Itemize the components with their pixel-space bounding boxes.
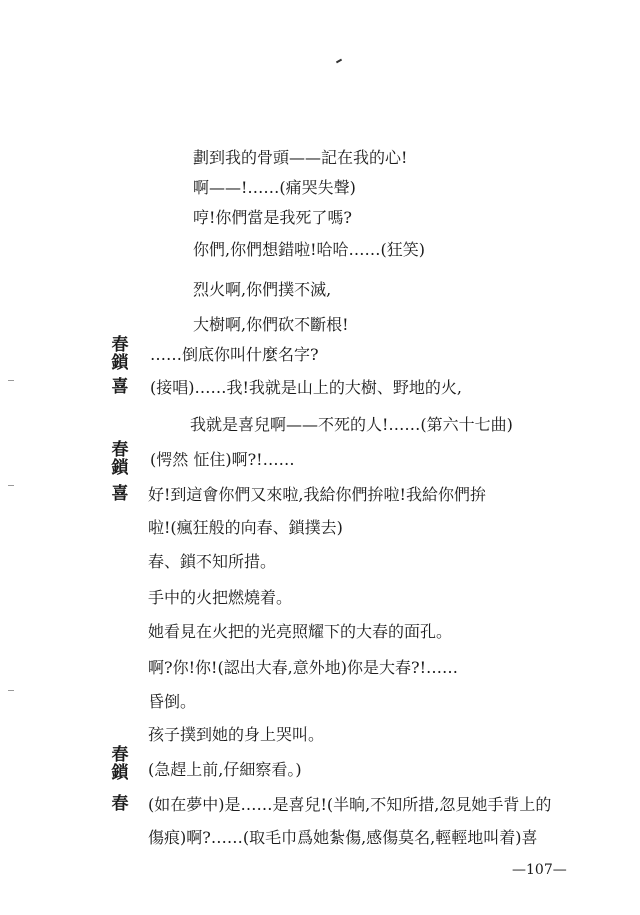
speaker-label: 春 <box>111 794 129 814</box>
dialogue-line: ……倒底你叫什麼名字? <box>150 345 319 364</box>
print-mark <box>336 59 342 64</box>
stage-direction: 昏倒。 <box>148 692 197 711</box>
dialogue-line: 啦!(瘋狂般的向春、鎖撲去) <box>148 518 343 537</box>
dialogue-line: 劃到我的骨頭——記在我的心! <box>193 148 408 167</box>
dialogue-line: 好!到這會你們又來啦,我給你們拚啦!我給你們拚 <box>148 485 486 504</box>
stage-direction: 孩子撲到她的身上哭叫。 <box>148 725 325 744</box>
dialogue-line: (愕然 怔住)啊?!…… <box>150 450 295 469</box>
dialogue-line: 啊?你!你!(認出大春,意外地)你是大春?!…… <box>148 658 459 677</box>
margin-mark <box>8 485 14 486</box>
stage-direction: 春、鎖不知所措。 <box>148 552 277 571</box>
speaker-label: 喜 <box>111 377 129 397</box>
stage-direction: 她看見在火把的光亮照耀下的大春的面孔。 <box>148 622 453 641</box>
margin-mark <box>8 380 14 381</box>
dialogue-line: 烈火啊,你們撲不滅, <box>193 280 332 299</box>
page-number: —107— <box>512 862 567 878</box>
dialogue-line: (急趕上前,仔細察看。) <box>148 760 302 779</box>
dialogue-line: 傷痕)啊?……(取毛巾爲她紮傷,感傷莫名,輕輕地叫着)喜 <box>148 828 538 847</box>
dialogue-line: (如在夢中)是……是喜兒!(半晌,不知所措,忽見她手背上的 <box>148 795 552 814</box>
dialogue-line: 我就是喜兒啊——不死的人!……(第六十七曲) <box>190 415 513 434</box>
speaker-label: 春 鎖 <box>111 335 129 373</box>
margin-mark <box>8 690 14 691</box>
dialogue-line: 你們,你們想錯啦!哈哈……(狂笑) <box>193 240 426 259</box>
dialogue-line: 哼!你們當是我死了嗎? <box>193 208 353 227</box>
dialogue-line: (接唱)……我!我就是山上的大樹、野地的火, <box>150 378 463 397</box>
stage-direction: 手中的火把燃燒着。 <box>148 588 293 607</box>
speaker-label: 春 鎖 <box>111 440 129 478</box>
dialogue-line: 大樹啊,你們砍不斷根! <box>193 315 349 334</box>
dialogue-line: 啊——!……(痛哭失聲) <box>193 178 356 197</box>
speaker-label: 喜 <box>111 484 129 504</box>
speaker-label: 春 鎖 <box>111 745 129 783</box>
